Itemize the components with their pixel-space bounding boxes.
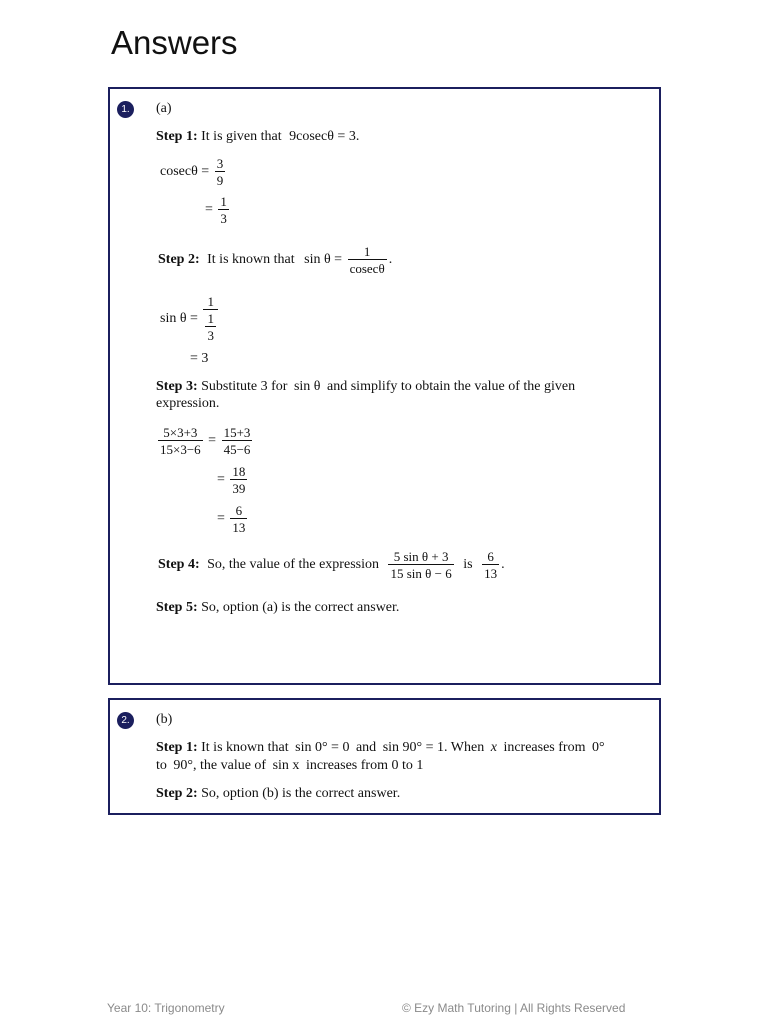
denominator: 13 <box>484 566 498 581</box>
question-number-badge: 2. <box>117 712 134 729</box>
math-expression: 0° <box>591 740 605 755</box>
answer-option: (a) <box>156 101 172 116</box>
math-work-2a <box>158 295 218 342</box>
math-lhs: sin θ = <box>304 252 343 267</box>
page-title: Answers <box>111 24 238 61</box>
denominator: 3 <box>220 211 227 226</box>
math-expression: sin x <box>272 758 300 773</box>
step-1-line-2 <box>156 758 423 774</box>
numerator: 3 <box>216 156 224 171</box>
math-expression: sin 0° = 0 <box>295 740 350 755</box>
step-label: Step 5: <box>156 600 198 615</box>
step-3-line-2: expression. <box>156 396 220 411</box>
step-label: Step 2: <box>158 252 200 267</box>
math-expression: sin θ <box>293 379 321 394</box>
fraction <box>230 465 247 495</box>
math-work-3a <box>158 426 252 456</box>
step-label: Step 3: <box>156 379 198 394</box>
numerator: 18 <box>232 464 246 479</box>
math-expression: 90° <box>173 758 193 773</box>
denominator: 15 sin θ − 6 <box>390 566 452 581</box>
step-label: Step 1: <box>156 129 198 144</box>
step-text: is <box>463 557 473 572</box>
step-2 <box>156 786 400 802</box>
math-expression: 9cosecθ = 3 <box>289 129 356 144</box>
equals-sign: = <box>217 472 225 487</box>
math-lhs: cosecθ = <box>160 164 210 179</box>
step-text: to <box>156 758 167 773</box>
punctuation: . <box>501 557 505 572</box>
step-text: , the value of <box>193 758 267 773</box>
question-number-badge: 1. <box>117 101 134 118</box>
step-label: Step 2: <box>156 786 198 801</box>
step-3-line-1 <box>156 379 575 395</box>
equals-sign: = <box>208 433 217 448</box>
step-label: Step 1: <box>156 740 198 755</box>
numerator: 15+3 <box>223 425 251 440</box>
step-4 <box>156 550 507 580</box>
step-2 <box>156 245 394 275</box>
punctuation: . <box>388 252 393 267</box>
denominator: 9 <box>216 173 224 188</box>
numerator: 6 <box>230 504 247 519</box>
inner-fraction <box>205 312 216 342</box>
numerator: 1 <box>220 194 227 209</box>
step-text: and <box>355 740 377 755</box>
numerator: 5×3+3 <box>158 426 203 441</box>
denominator: 15×3−6 <box>160 442 201 457</box>
math-work-2b: = 3 <box>190 351 209 366</box>
numerator: 6 <box>482 550 499 565</box>
fraction <box>482 550 499 580</box>
denominator: 13 <box>232 520 246 535</box>
math-work-1b <box>203 195 229 225</box>
step-text: increases from 0 to 1 <box>305 758 424 773</box>
denominator: cosecθ <box>349 261 385 276</box>
step-text: It is known that <box>207 252 295 267</box>
math-work-1a <box>158 157 225 187</box>
numerator: 1 <box>203 295 218 310</box>
math-work-3b <box>215 465 247 495</box>
fraction <box>215 157 226 187</box>
answer-option: (b) <box>156 712 173 727</box>
step-text: increases from <box>503 740 586 755</box>
inner-denominator: 3 <box>207 328 214 343</box>
denominator: 45−6 <box>223 442 251 457</box>
fraction <box>222 426 253 456</box>
fraction <box>218 195 229 225</box>
footer-right: © Ezy Math Tutoring | All Rights Reserved <box>402 1001 626 1015</box>
fraction <box>158 426 203 456</box>
complex-fraction <box>203 295 218 342</box>
numerator: 5 sin θ + 3 <box>388 550 453 565</box>
step-label: Step 4: <box>158 557 200 572</box>
fraction <box>348 245 387 275</box>
equals-sign: = <box>205 202 213 217</box>
step-text: So, option (a) is the correct answer. <box>201 600 400 615</box>
math-expression: sin 90° = 1 <box>382 740 445 755</box>
denominator <box>203 310 218 342</box>
fraction <box>230 504 247 534</box>
denominator: 39 <box>232 481 246 496</box>
step-text: . When <box>444 740 485 755</box>
punctuation: . <box>355 129 360 144</box>
step-text: So, the value of the expression <box>207 557 379 572</box>
step-text: It is given that <box>201 129 282 144</box>
inner-numerator: 1 <box>207 311 214 326</box>
equals-sign: = <box>217 511 225 526</box>
math-lhs: sin θ = <box>160 310 198 326</box>
step-text: Substitute 3 for <box>201 379 288 394</box>
math-variable: x <box>490 740 497 755</box>
step-text: So, option (b) is the correct answer. <box>201 786 401 801</box>
answer-box-1 <box>108 87 661 685</box>
step-5 <box>156 600 399 616</box>
step-1 <box>156 129 359 145</box>
answer-box-2 <box>108 698 661 815</box>
math-work-3c <box>215 504 247 534</box>
fraction <box>388 550 453 580</box>
step-text: It is known that <box>201 740 289 755</box>
step-1-line-1 <box>156 740 605 756</box>
footer-left: Year 10: Trigonometry <box>107 1001 225 1015</box>
step-text: and simplify to obtain the value of the given <box>327 379 576 394</box>
numerator: 1 <box>348 245 387 260</box>
